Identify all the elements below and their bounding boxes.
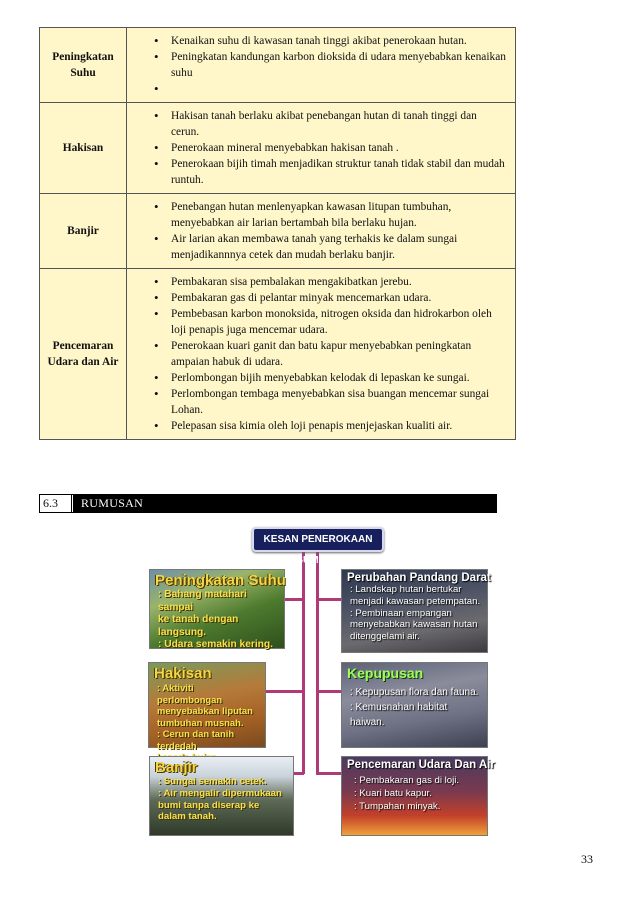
card-body: [342, 771, 487, 813]
list-item: • Pelepasan sisa kimia oleh loji penapis menjejaskan kualiti air.: [171, 418, 507, 434]
bullet-list: [127, 33, 507, 97]
card-title: Pencemaran Udara Dan Air: [347, 759, 495, 771]
list-item: • Penerokaan kuari ganit dan batu kapur menyebabkan peningkatan ampaian habuk di udara.: [171, 338, 507, 370]
card-body: [342, 681, 487, 730]
card-title: Kepupusan: [347, 665, 424, 681]
row-label: Banjir: [40, 194, 127, 269]
card-hakisan: [148, 662, 266, 751]
card-line: : Kemusnahan habitat haiwan.: [350, 702, 448, 728]
card-line: : Udara semakin kering.: [158, 639, 273, 650]
list-item: [171, 81, 507, 97]
connector-right-1: [316, 598, 341, 601]
card-line: : Bahang matahari sampai: [158, 589, 247, 613]
section-title: RUMUSAN: [73, 495, 496, 512]
card-line: : Sungai semakin cetek.: [158, 776, 267, 787]
card-pencemaran-udara-dan-air: [341, 756, 495, 836]
card-title: Hakisan: [154, 665, 212, 682]
list-item: • Pembakaran gas di pelantar minyak mencemarkan udara.: [171, 290, 507, 306]
card-line: : Kuari batu kapur.: [354, 788, 432, 799]
card-line: : Kepupusan flora dan fauna.: [350, 687, 479, 698]
card-kepupusan: [341, 662, 488, 748]
list-item: • Pembakaran sisa pembalakan mengakibatkan jerebu.: [171, 274, 507, 290]
effects-table: [39, 27, 516, 440]
connector-vertical-right: [316, 548, 319, 774]
connector-vertical-left: [302, 548, 305, 774]
list-item: • Perlombongan tembaga menyebabkan sisa buangan mencemar sungai Lohan.: [171, 386, 507, 418]
list-item: • Penerokaan bijih timah menjadikan struktur tanah tidak stabil dan mudah runtuh.: [171, 156, 507, 188]
list-item: • Kenaikan suhu di kawasan tanah tinggi akibat penerokaan hutan.: [171, 33, 507, 49]
list-item: • Perlombongan bijih menyebabkan kelodak di lepaskan ke sungai.: [171, 370, 507, 386]
row-label: Hakisan: [40, 103, 127, 194]
card-line: menyebabkan kawasan hutan: [350, 619, 478, 631]
card-line: : Landskap hutan bertukar: [350, 584, 462, 595]
list-item: • Pembebasan karbon monoksida, nitrogen oksida dan hidrokarbon oleh loji penapis juga mencemar udara.: [171, 306, 507, 338]
card-line: dalam tanah.: [158, 811, 217, 823]
table-row: [40, 103, 516, 194]
connector-right-2: [316, 690, 341, 693]
card-peningkatan-suhu: [149, 569, 285, 649]
list-item: • Peningkatan kandungan karbon dioksida di udara menyebabkan kenaikan suhu: [171, 49, 507, 81]
section-header: [39, 494, 497, 513]
card-title: Perubahan Pandang Darat: [347, 572, 491, 584]
connector-right-3: [316, 772, 341, 775]
card-banjir: [149, 756, 294, 836]
card-line: : Cerun dan tanih terdedah: [157, 728, 235, 751]
card-line: : Air mengalir dipermukaan: [158, 787, 282, 799]
card-line: : Pembinaan empangan: [350, 607, 452, 619]
card-line: ditenggelami air.: [350, 631, 420, 643]
list-item: • Penebangan hutan menlenyapkan kawasan litupan tumbuhan, menyebabkan air larian bertambah bila berlaku hujan.: [171, 199, 507, 231]
card-body: [150, 776, 293, 823]
card-line: : Aktiviti perlombongan: [157, 682, 223, 705]
card-line: menyebabkan liputan: [157, 705, 253, 716]
table-row: [40, 269, 516, 440]
list-item: • Penerokaan mineral menyebabkan hakisan tanah .: [171, 140, 507, 156]
card-line: : Pembakaran gas di loji.: [354, 775, 460, 786]
table-row: [40, 28, 516, 103]
bullet-list: [127, 199, 507, 263]
section-number: 6.3: [40, 495, 72, 512]
table-row: [40, 194, 516, 269]
card-title: Banjir: [155, 759, 198, 776]
list-item: • Air larian akan membawa tanah yang terhakis ke dalam sungai menjadikannnya cetek dan mudah berlaku banjir.: [171, 231, 507, 263]
card-perubahan-pandang-darat: [341, 569, 491, 653]
connector-left-1: [283, 598, 304, 601]
card-body: [342, 584, 487, 643]
card-body: [150, 589, 284, 652]
card-body: [149, 682, 265, 763]
row-label: Peningkatan Suhu: [40, 28, 127, 103]
card-line: menjadi kawasan petempatan.: [350, 595, 481, 607]
card-title: Peningkatan Suhu: [155, 572, 286, 589]
diagram-root-box: KESAN PENEROKAAN SUMBER: [252, 527, 384, 552]
page-number: 33: [581, 852, 593, 866]
list-item: • Hakisan tanah berlaku akibat penebangan hutan di tanah tinggi dan cerun.: [171, 108, 507, 140]
bullet-list: [127, 274, 507, 434]
card-line: tumbuhan musnah.: [157, 716, 244, 728]
connector-left-2: [264, 690, 304, 693]
card-line: ke tanah dengan langsung.: [158, 614, 239, 638]
card-line: bumi tanpa diserap ke: [158, 799, 260, 811]
row-label: Pencemaran Udara dan Air: [40, 269, 127, 440]
bullet-list: [127, 108, 507, 188]
card-line: : Tumpahan minyak.: [354, 801, 441, 812]
